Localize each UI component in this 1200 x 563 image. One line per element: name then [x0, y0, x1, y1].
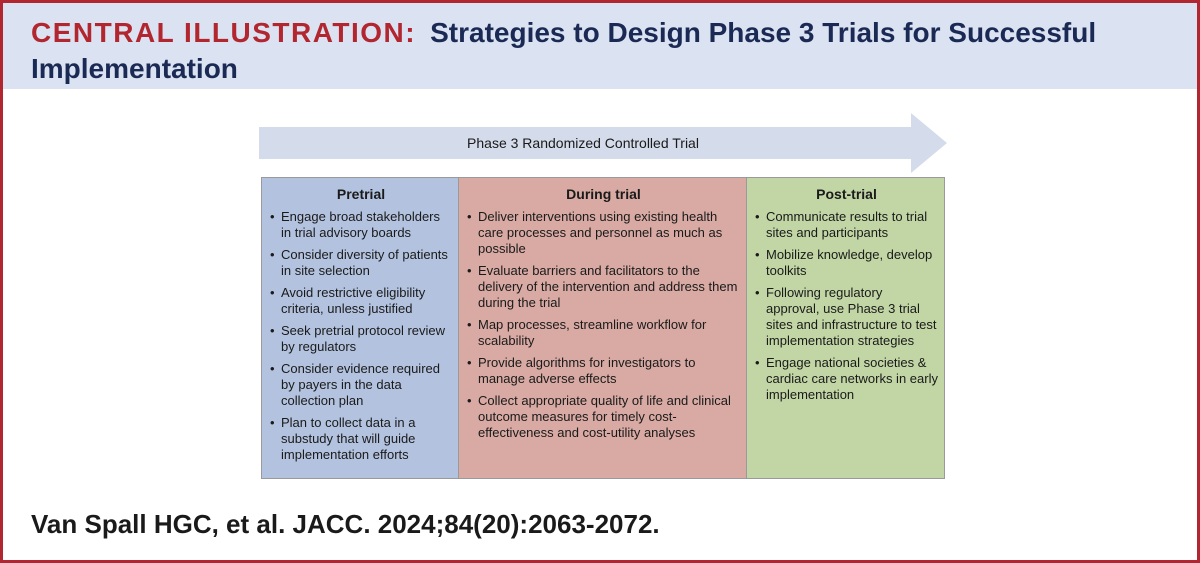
list-item: • Seek pretrial protocol review by regulators [270, 323, 452, 355]
list-item: • Deliver interventions using existing health care processes and personnel as much as possible [467, 209, 740, 257]
list-item: • Map processes, streamline workflow for scalability [467, 317, 740, 349]
during-trial-column [459, 177, 747, 479]
central-illustration-label: CENTRAL ILLUSTRATION: [31, 17, 417, 48]
list-item: • Consider evidence required by payers in the data collection plan [270, 361, 452, 409]
pretrial-column [261, 177, 459, 479]
list-item: • Provide algorithms for investigators to manage adverse effects [467, 355, 740, 387]
arrow-label: Phase 3 Randomized Controlled Trial [467, 135, 699, 151]
header-bar [3, 3, 1197, 89]
list-item: • Plan to collect data in a substudy that will guide implementation efforts [270, 415, 452, 463]
post-trial-heading: Post-trial [816, 186, 877, 202]
phase-columns [261, 177, 945, 479]
list-item: • Engage broad stakeholders in trial advisory boards [270, 209, 452, 241]
pretrial-heading: Pretrial [336, 186, 386, 202]
pretrial-list [270, 209, 452, 463]
citation: Van Spall HGC, et al. JACC. 2024;84(20):2063-2072. [31, 509, 660, 539]
list-item: • Avoid restrictive eligibility criteria, unless justified [270, 285, 452, 317]
post-trial-list [755, 209, 938, 403]
list-item: • Consider diversity of patients in site selection [270, 247, 452, 279]
list-item: • Evaluate barriers and facilitators to the delivery of the intervention and address them during the trial [467, 263, 740, 311]
trial-arrow [259, 113, 947, 173]
list-item: • Mobilize knowledge, develop toolkits [755, 247, 938, 279]
list-item: • Following regulatory approval, use Phase 3 trial sites and infrastructure to test implementation strategies [755, 285, 938, 349]
post-trial-column [747, 177, 945, 479]
illustration-title: Strategies to Design Phase 3 Trials for Successful Implementation [31, 17, 1097, 84]
list-item: • Collect appropriate quality of life and clinical outcome measures for timely cost-effectiveness and cost-utility analyses [467, 393, 740, 441]
during-trial-list [467, 209, 740, 441]
list-item: • Communicate results to trial sites and participants [755, 209, 938, 241]
during-trial-heading: During trial [566, 186, 641, 202]
list-item: • Engage national societies & cardiac care networks in early implementation [755, 355, 938, 403]
